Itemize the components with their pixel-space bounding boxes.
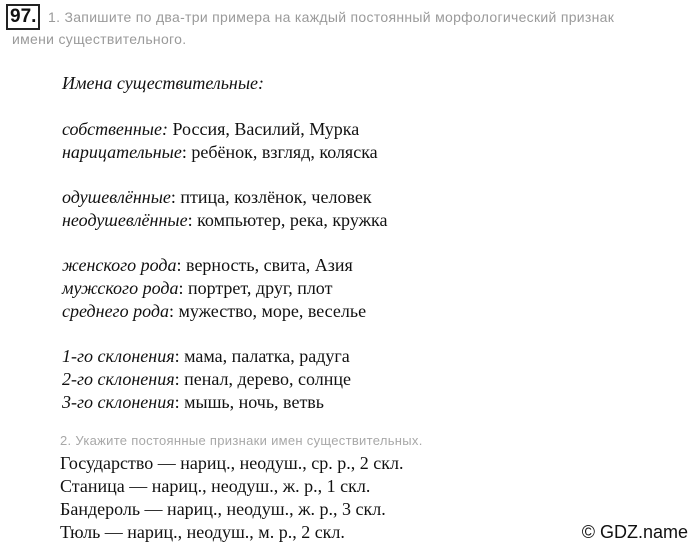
answer-row	[62, 209, 388, 232]
task-2-line: Бандероль — нариц., неодуш., ж. р., 3 скл.	[60, 499, 386, 519]
answer-row	[62, 277, 388, 300]
row-term: среднего рода	[62, 301, 169, 321]
task-1-line-2: имени существительного.	[12, 31, 187, 47]
row-value: : мужество, море, веселье	[168, 301, 367, 321]
row-value: Россия, Василий, Мурка	[167, 119, 360, 139]
row-term: неодушевлённые	[62, 210, 188, 230]
row-term: мужского рода	[62, 278, 179, 298]
task-2-answers	[60, 452, 423, 544]
answer-row	[62, 118, 388, 141]
answer-row	[62, 345, 388, 368]
row-value: : пенал, дерево, солнце	[174, 369, 351, 389]
task-2-line: Тюль — нариц., неодуш., м. р., 2 скл.	[60, 522, 345, 542]
task-2-instruction: 2. Укажите постоянные признаки имен существительных.	[60, 433, 423, 448]
task-2-line: Станица — нариц., неодуш., ж. р., 1 скл.	[60, 476, 371, 496]
task-number: 97.	[6, 4, 40, 30]
answer-row	[62, 186, 388, 209]
row-term: 2-го склонения	[62, 369, 175, 389]
row-value: : портрет, друг, плот	[178, 278, 333, 298]
answer-row	[62, 141, 388, 164]
row-value: : мама, палатка, радуга	[174, 346, 350, 366]
row-value: : верность, свита, Азия	[176, 255, 353, 275]
watermark: © GDZ.name	[581, 522, 688, 542]
row-value: : мышь, ночь, ветвь	[174, 392, 325, 412]
answer-heading: Имена существительные:	[62, 73, 265, 93]
answer-row	[62, 254, 388, 277]
row-term: 3-го склонения	[62, 392, 175, 412]
answer-block	[62, 72, 388, 414]
task-2-line: Государство — нариц., неодуш., ср. р., 2 скл.	[60, 453, 404, 473]
group-gender	[62, 254, 388, 323]
row-term: нарицательные	[62, 142, 182, 162]
answer-row	[62, 300, 388, 323]
answer-row	[62, 391, 388, 414]
answer-row	[62, 368, 388, 391]
row-term: собственные:	[62, 119, 168, 139]
task-2-block	[60, 432, 423, 544]
row-term: женского рода	[62, 255, 177, 275]
row-value: : компьютер, река, кружка	[187, 210, 388, 230]
group-animacy	[62, 186, 388, 232]
group-proper-common	[62, 118, 388, 164]
row-value: : птица, козлёнок, человек	[170, 187, 372, 207]
row-term: одушевлённые	[62, 187, 171, 207]
row-term: 1-го склонения	[62, 346, 175, 366]
row-value: : ребёнок, взгляд, коляска	[181, 142, 378, 162]
task-1-line-1: 1. Запишите по два-три примера на каждый постоянный морфологический признак	[48, 9, 615, 25]
group-declension	[62, 345, 388, 414]
